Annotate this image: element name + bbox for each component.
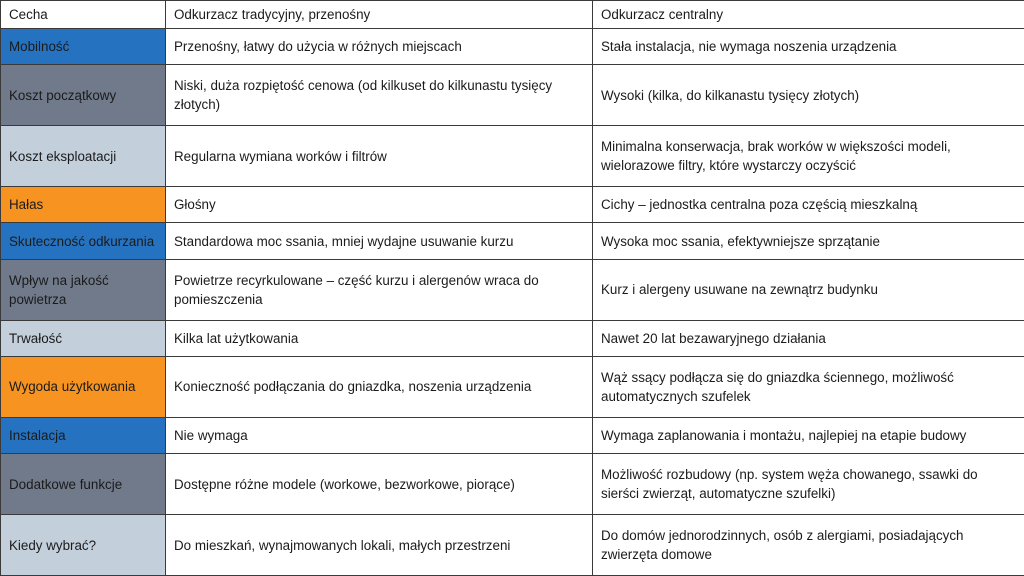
traditional-value-cell: Do mieszkań, wynajmowanych lokali, małych przestrzeni (166, 515, 593, 576)
central-value-cell: Wysoka moc ssania, efektywniejsze sprzątanie (593, 223, 1024, 259)
central-value-cell: Wymaga zaplanowania i montażu, najlepiej na etapie budowy (593, 417, 1024, 453)
feature-cell: Mobilność (1, 29, 166, 65)
table-row (1, 126, 1024, 187)
feature-cell: Trwałość (1, 320, 166, 356)
central-value-cell: Do domów jednorodzinnych, osób z alergiami, posiadających zwierzęta domowe (593, 515, 1024, 576)
feature-cell: Wygoda użytkowania (1, 356, 166, 417)
table-row (1, 515, 1024, 576)
central-value-cell: Wąż ssący podłącza się do gniazdka ściennego, możliwość automatycznych szufelek (593, 356, 1024, 417)
traditional-value-cell: Przenośny, łatwy do użycia w różnych miejscach (166, 29, 593, 65)
column-header-central: Odkurzacz centralny (593, 1, 1024, 29)
feature-cell: Dodatkowe funkcje (1, 454, 166, 515)
feature-cell: Skuteczność odkurzania (1, 223, 166, 259)
table-row (1, 187, 1024, 223)
table-body (1, 29, 1024, 576)
table-header-row (1, 1, 1024, 29)
column-header-feature: Cecha (1, 1, 166, 29)
feature-cell: Koszt eksploatacji (1, 126, 166, 187)
column-header-traditional: Odkurzacz tradycyjny, przenośny (166, 1, 593, 29)
table-row (1, 356, 1024, 417)
traditional-value-cell: Standardowa moc ssania, mniej wydajne usuwanie kurzu (166, 223, 593, 259)
traditional-value-cell: Powietrze recyrkulowane – część kurzu i alergenów wraca do pomieszczenia (166, 259, 593, 320)
table-row (1, 454, 1024, 515)
traditional-value-cell: Regularna wymiana worków i filtrów (166, 126, 593, 187)
feature-cell: Hałas (1, 187, 166, 223)
table-row (1, 259, 1024, 320)
table-header (1, 1, 1024, 29)
feature-cell: Kiedy wybrać? (1, 515, 166, 576)
traditional-value-cell: Kilka lat użytkowania (166, 320, 593, 356)
feature-cell: Koszt początkowy (1, 65, 166, 126)
central-value-cell: Kurz i alergeny usuwane na zewnątrz budynku (593, 259, 1024, 320)
central-value-cell: Nawet 20 lat bezawaryjnego działania (593, 320, 1024, 356)
table-row (1, 320, 1024, 356)
traditional-value-cell: Nie wymaga (166, 417, 593, 453)
traditional-value-cell: Głośny (166, 187, 593, 223)
central-value-cell: Stała instalacja, nie wymaga noszenia urządzenia (593, 29, 1024, 65)
central-value-cell: Możliwość rozbudowy (np. system węża chowanego, ssawki do sierści zwierząt, automatyczne szufelki) (593, 454, 1024, 515)
central-value-cell: Cichy – jednostka centralna poza częścią mieszkalną (593, 187, 1024, 223)
feature-cell: Wpływ na jakość powietrza (1, 259, 166, 320)
table-row (1, 223, 1024, 259)
traditional-value-cell: Niski, duża rozpiętość cenowa (od kilkuset do kilkunastu tysięcy złotych) (166, 65, 593, 126)
traditional-value-cell: Dostępne różne modele (workowe, bezworkowe, piorące) (166, 454, 593, 515)
table-row (1, 417, 1024, 453)
table-row (1, 65, 1024, 126)
feature-cell: Instalacja (1, 417, 166, 453)
central-value-cell: Minimalna konserwacja, brak worków w większości modeli, wielorazowe filtry, które wystarczy oczyścić (593, 126, 1024, 187)
traditional-value-cell: Konieczność podłączania do gniazdka, noszenia urządzenia (166, 356, 593, 417)
central-value-cell: Wysoki (kilka, do kilkanastu tysięcy złotych) (593, 65, 1024, 126)
table-row (1, 29, 1024, 65)
